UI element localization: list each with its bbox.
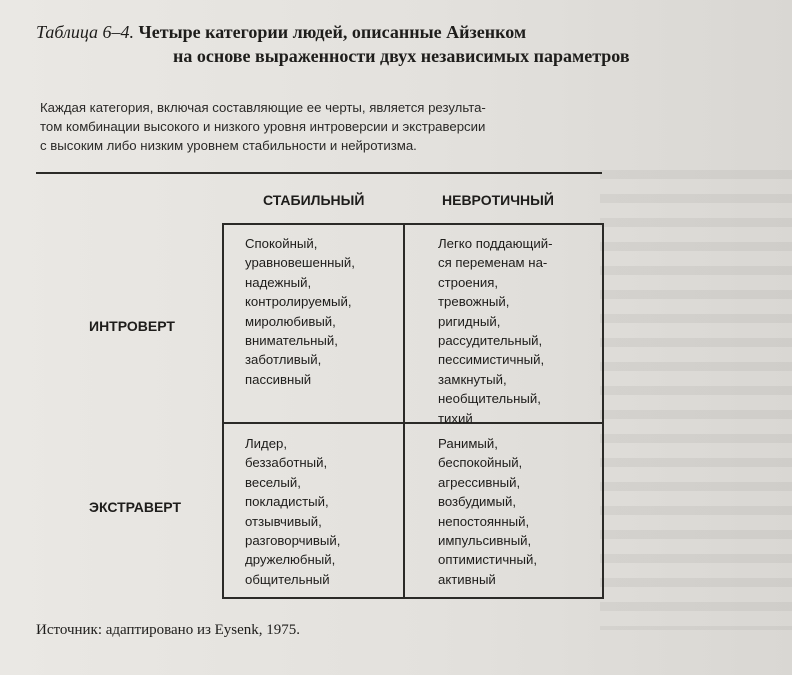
trait: необщительный, — [438, 391, 541, 407]
trait: оптимистичный, — [438, 552, 537, 568]
trait: покладистый, — [245, 494, 329, 510]
trait: надежный, — [245, 274, 312, 290]
caption-line: с высоким либо низким уровнем стабильности и нейротизма. — [40, 138, 417, 153]
cell-introvert-neurotic — [438, 234, 553, 428]
grid-vertical-divider — [403, 223, 405, 599]
trait: заботливый, — [245, 352, 322, 368]
trait: замкнутый, — [438, 371, 507, 387]
trait: ся переменам на- — [438, 255, 548, 271]
trait: Ранимый, — [438, 436, 498, 451]
table-caption — [40, 98, 640, 155]
divider-rule — [36, 172, 602, 174]
trait: пассивный — [245, 371, 312, 387]
trait: ригидный, — [438, 313, 501, 329]
trait: тихий — [438, 410, 473, 426]
trait: уравновешенный, — [245, 255, 355, 271]
trait: веселый, — [245, 474, 301, 490]
caption-line: том комбинации высокого и низкого уровня интроверсии и экстраверсии — [40, 119, 486, 134]
trait: пессимистичный, — [438, 352, 545, 368]
trait: Лидер, — [245, 436, 288, 451]
table-number: Таблица 6–4. — [36, 22, 135, 42]
column-header-neurotic: НЕВРОТИЧНЫЙ — [442, 192, 554, 208]
trait: рассудительный, — [438, 333, 543, 349]
trait: активный — [438, 571, 496, 587]
trait: контролируемый, — [245, 294, 352, 310]
table-title-line-2: на основе выраженности двух независимых параметров — [173, 46, 630, 66]
cell-extravert-stable — [245, 434, 340, 589]
trait: Легко поддающий- — [438, 236, 553, 251]
source-note: Источник: адаптировано из Eysenk, 1975. — [36, 622, 301, 638]
row-header-introvert: ИНТРОВЕРТ — [89, 318, 175, 334]
trait: строения, — [438, 274, 499, 290]
trait: импульсивный, — [438, 533, 532, 549]
cell-introvert-stable — [245, 234, 355, 389]
table-title-line-1: Четыре категории людей, описанные Айзенком — [138, 22, 527, 42]
cell-extravert-neurotic — [438, 434, 537, 589]
caption-line: Каждая категория, включая составляющие ее черты, является результа- — [40, 100, 486, 115]
table-title — [36, 22, 526, 43]
trait: разговорчивый, — [245, 533, 341, 549]
trait: беспокойный, — [438, 455, 523, 471]
trait: возбудимый, — [438, 494, 516, 510]
trait: дружелюбный, — [245, 552, 336, 568]
trait: отзывчивый, — [245, 513, 322, 529]
trait: общительный — [245, 571, 330, 587]
trait: агрессивный, — [438, 474, 521, 490]
trait: миролюбивый, — [245, 313, 336, 329]
row-header-extravert: ЭКСТРАВЕРТ — [89, 499, 182, 515]
trait: внимательный, — [245, 333, 338, 349]
column-header-stable: СТАБИЛЬНЫЙ — [263, 192, 365, 208]
trait: непостоянный, — [438, 513, 530, 529]
trait: Спокойный, — [245, 236, 318, 251]
trait: тревожный, — [438, 294, 510, 310]
trait: беззаботный, — [245, 455, 328, 471]
bleed-through-text — [600, 170, 792, 630]
